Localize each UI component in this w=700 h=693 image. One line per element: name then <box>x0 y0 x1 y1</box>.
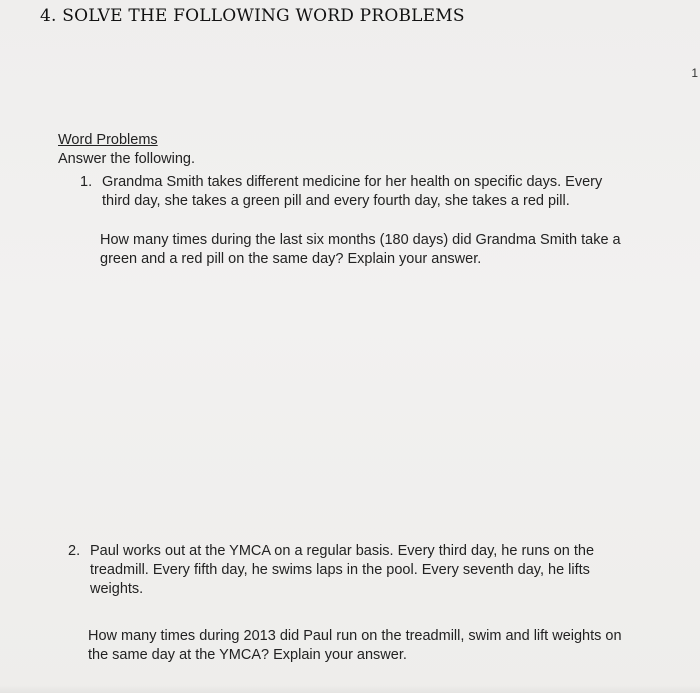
section-title: Word Problems <box>58 132 158 148</box>
page-edge-shadow <box>0 685 700 693</box>
problem-number: 2. <box>68 543 81 559</box>
section-instructions: Answer the following. <box>58 151 196 167</box>
problem-question: How many times during 2013 did Paul run on the treadmill, swim and lift weights on the same day at the YMCA? Explain your answer. <box>88 628 622 663</box>
page-heading: 4. SOLVE THE FOLLOWING WORD PROBLEMS <box>40 6 465 26</box>
problem-number: 1. <box>80 174 93 190</box>
page-number: 1 <box>691 66 698 80</box>
problem-question: How many times during the last six months (180 days) did Grandma Smith take a green and a red pill on the same day? Explain your answer. <box>100 232 621 267</box>
problem-statement: Paul works out at the YMCA on a regular basis. Every third day, he runs on the treadmill. Every fifth day, he swims laps in the pool. Every seventh day, he lifts weights. <box>90 543 595 597</box>
problem-statement: Grandma Smith takes different medicine for her health on specific days. Every third day, she takes a green pill and every fourth day, she takes a red pill. <box>102 174 603 209</box>
